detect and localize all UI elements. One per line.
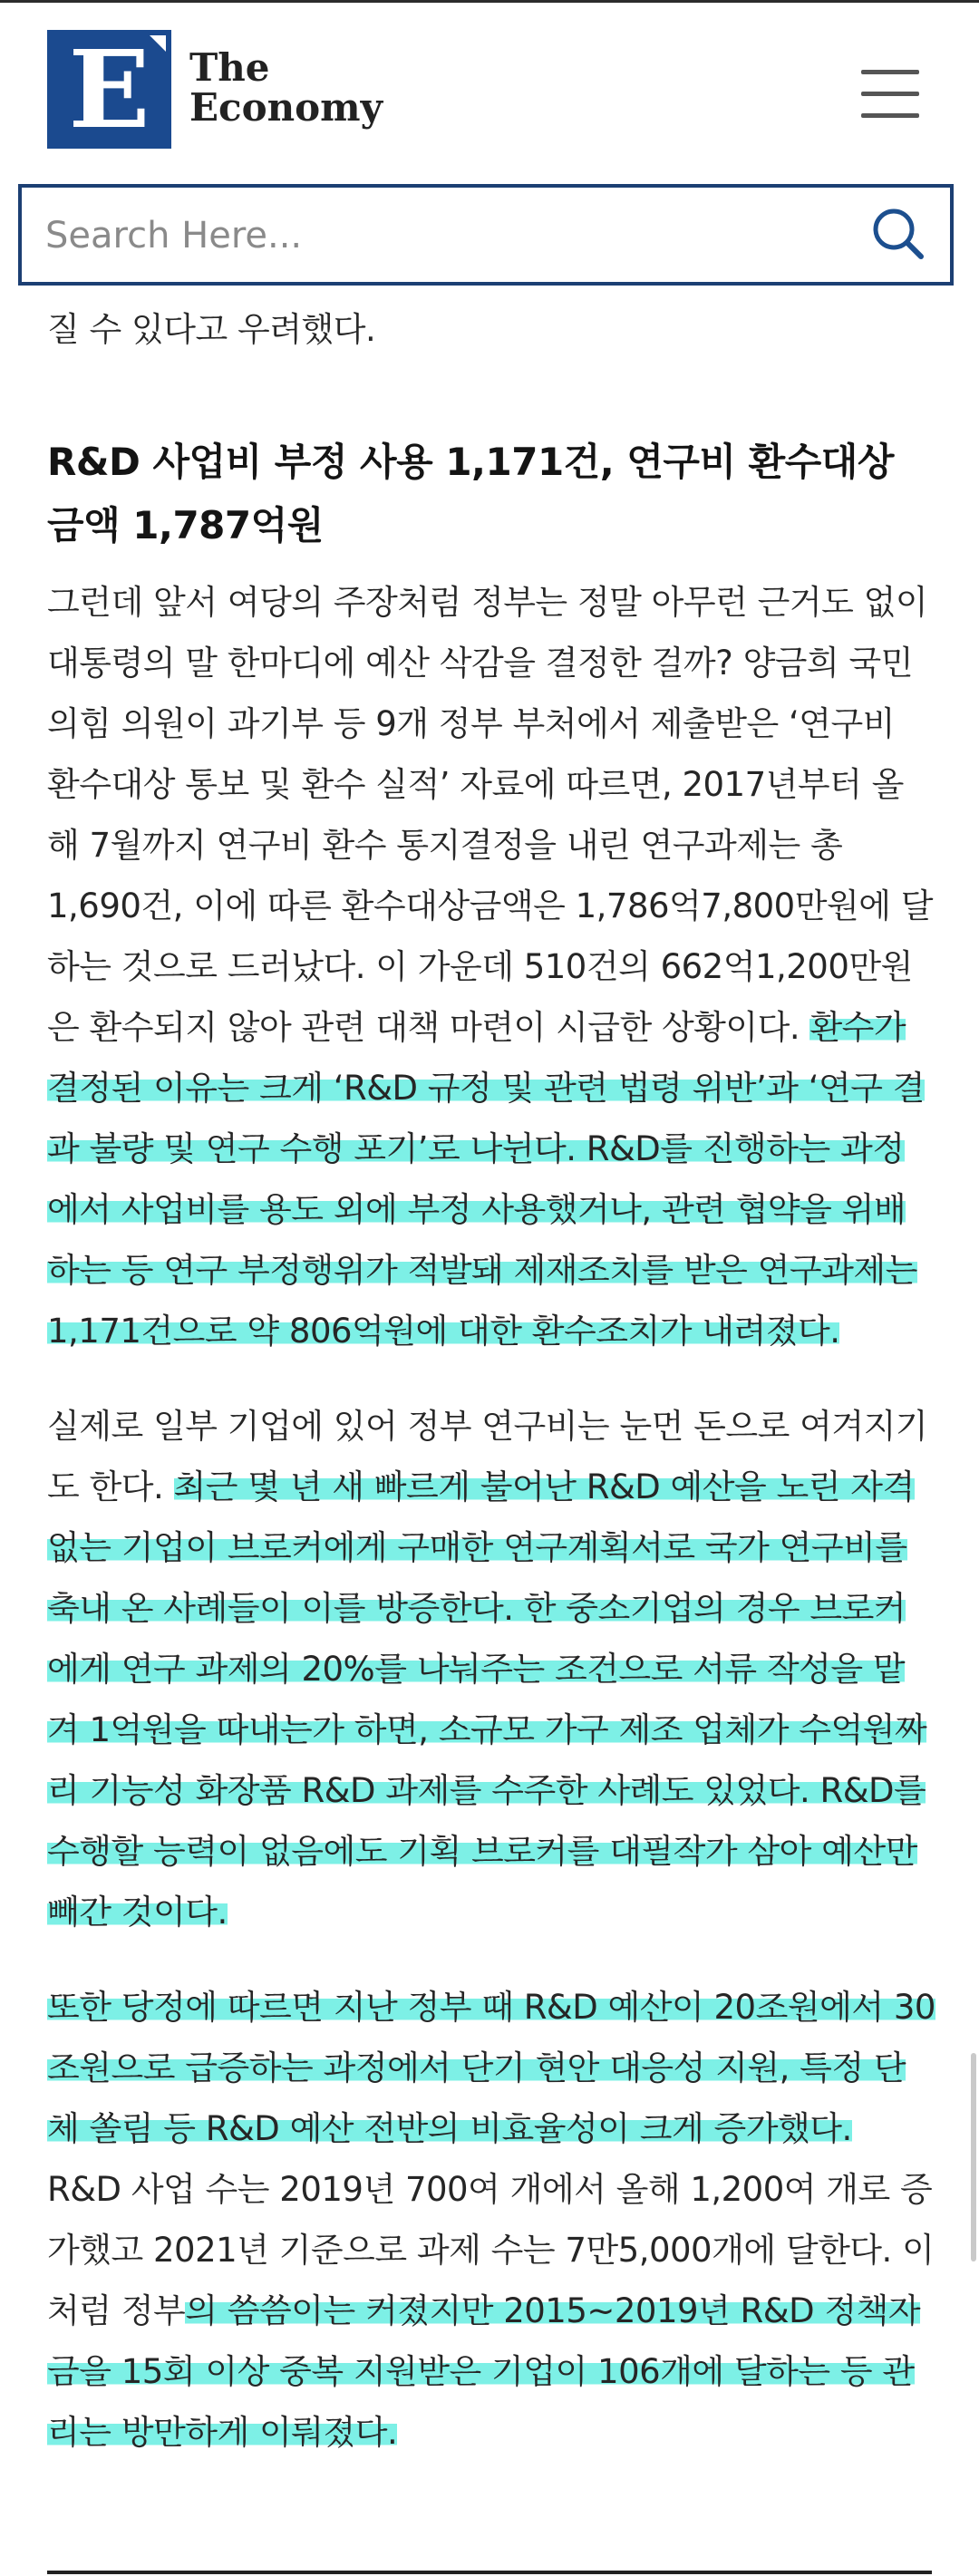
logo-line-1: The	[189, 45, 270, 90]
menu-bar-bottom	[861, 113, 919, 118]
logo-wordmark[interactable]	[189, 45, 383, 130]
paragraph-3-highlight-2: 의 씀씀이는 커졌지만 2015~2019년 R&D 정책자금을 15회 이상 중복 지원받은 기업이 106개에 달하는 등 관리는 방만하게 이뤄졌다.	[47, 2291, 921, 2452]
paragraph-3	[47, 1977, 935, 2463]
search-input[interactable]	[44, 206, 845, 266]
menu-bar-top	[861, 70, 919, 74]
search-icon[interactable]	[867, 202, 930, 266]
lead-sentence: 질 수 있다고 우려했다.	[47, 310, 376, 349]
article-body	[47, 299, 935, 2463]
menu-bar-middle	[861, 92, 919, 96]
paragraph-3-text: R&D 사업 수는 2019년 700여 개에서 올해 1,200여 개로 증가했고 2021년 기준으로 과제 수는 7만5,000개에 달한다. 이처럼 정부	[47, 2170, 935, 2330]
paragraph-2-text: 실제로 일부 기업에 있어 정부 연구비는 눈먼 돈으로 여겨지기도 한다.	[47, 1407, 928, 1506]
logo-notch	[150, 35, 166, 52]
logo-mark[interactable]	[47, 26, 171, 152]
search-bar	[18, 184, 954, 286]
hamburger-menu-icon[interactable]	[861, 70, 919, 119]
paragraph-1	[47, 572, 935, 1361]
bottom-divider	[47, 2571, 932, 2574]
paragraph-1-highlight: 환수가 결정된 이유는 크게 ‘R&D 규정 및 관련 법령 위반’과 ‘연구 결과 불량 및 연구 수행 포기’로 나뉜다. R&D를 진행하는 과정에서 사업비를 용도 외에 부정 사용했거나, 관련 협약을 위배하는 등 연구 부정행위가 적발돼 제재조치를 받은 연구과제는 1,171건으로 약 806억원에 대한 환수조치가 내려졌다.	[47, 1008, 926, 1351]
paragraph-3-highlight-1: 또한 당정에 따르면 지난 정부 때 R&D 예산이 20조원에서 30조원으로 급증하는 과정에서 단기 현안 대응성 지원, 특정 단체 쏠림 등 R&D 예산 전반의 비효율성이 크게 증가했다.	[47, 1988, 935, 2148]
section-heading: R&D 사업비 부정 사용 1,171건, 연구비 환수대상 금액 1,787억원	[47, 440, 894, 547]
paragraph-2-highlight: 최근 몇 년 새 빠르게 불어난 R&D 예산을 노린 자격 없는 기업이 브로커에게 구매한 연구계획서로 국가 연구비를 축내 온 사례들이 이를 방증한다. 한 중소기업의 경우 브로커에게 연구 과제의 20%를 나눠주는 조건으로 서류 작성을 맡겨 1억원을 따내는가 하면, 소규모 가구 제조 업체가 수억원짜리 기능성 화장품 R&D 과제를 수주한 사례도 있었다. R&D를 수행할 능력이 없음에도 기획 브로커를 대필작가 삼아 예산만 빼간 것이다.	[47, 1467, 927, 1932]
logo-letter: E	[68, 26, 150, 152]
site-header	[0, 3, 979, 182]
paragraph-2	[47, 1396, 935, 1942]
paragraph-1-text: 그런데 앞서 여당의 주장처럼 정부는 정말 아무런 근거도 없이 대통령의 말 한마디에 예산 삭감을 결정한 걸까? 양금희 국민의힘 의원이 과기부 등 9개 정부 부처에서 제출받은 ‘연구비 환수대상 통보 및 환수 실적’ 자료에 따르면, 2017년부터 올해 7월까지 연구비 환수 통지결정을 내린 연구과제는 총 1,690건, 이에 따른 환수대상금액은 1,786억7,800만원에 달하는 것으로 드러났다. 이 가운데 510건의 662억1,200만원은 환수되지 않아 관련 대책 마련이 시급한 상황이다.	[47, 583, 933, 1047]
scrollbar[interactable]	[971, 2053, 976, 2261]
logo-line-2: Economy	[189, 85, 383, 130]
